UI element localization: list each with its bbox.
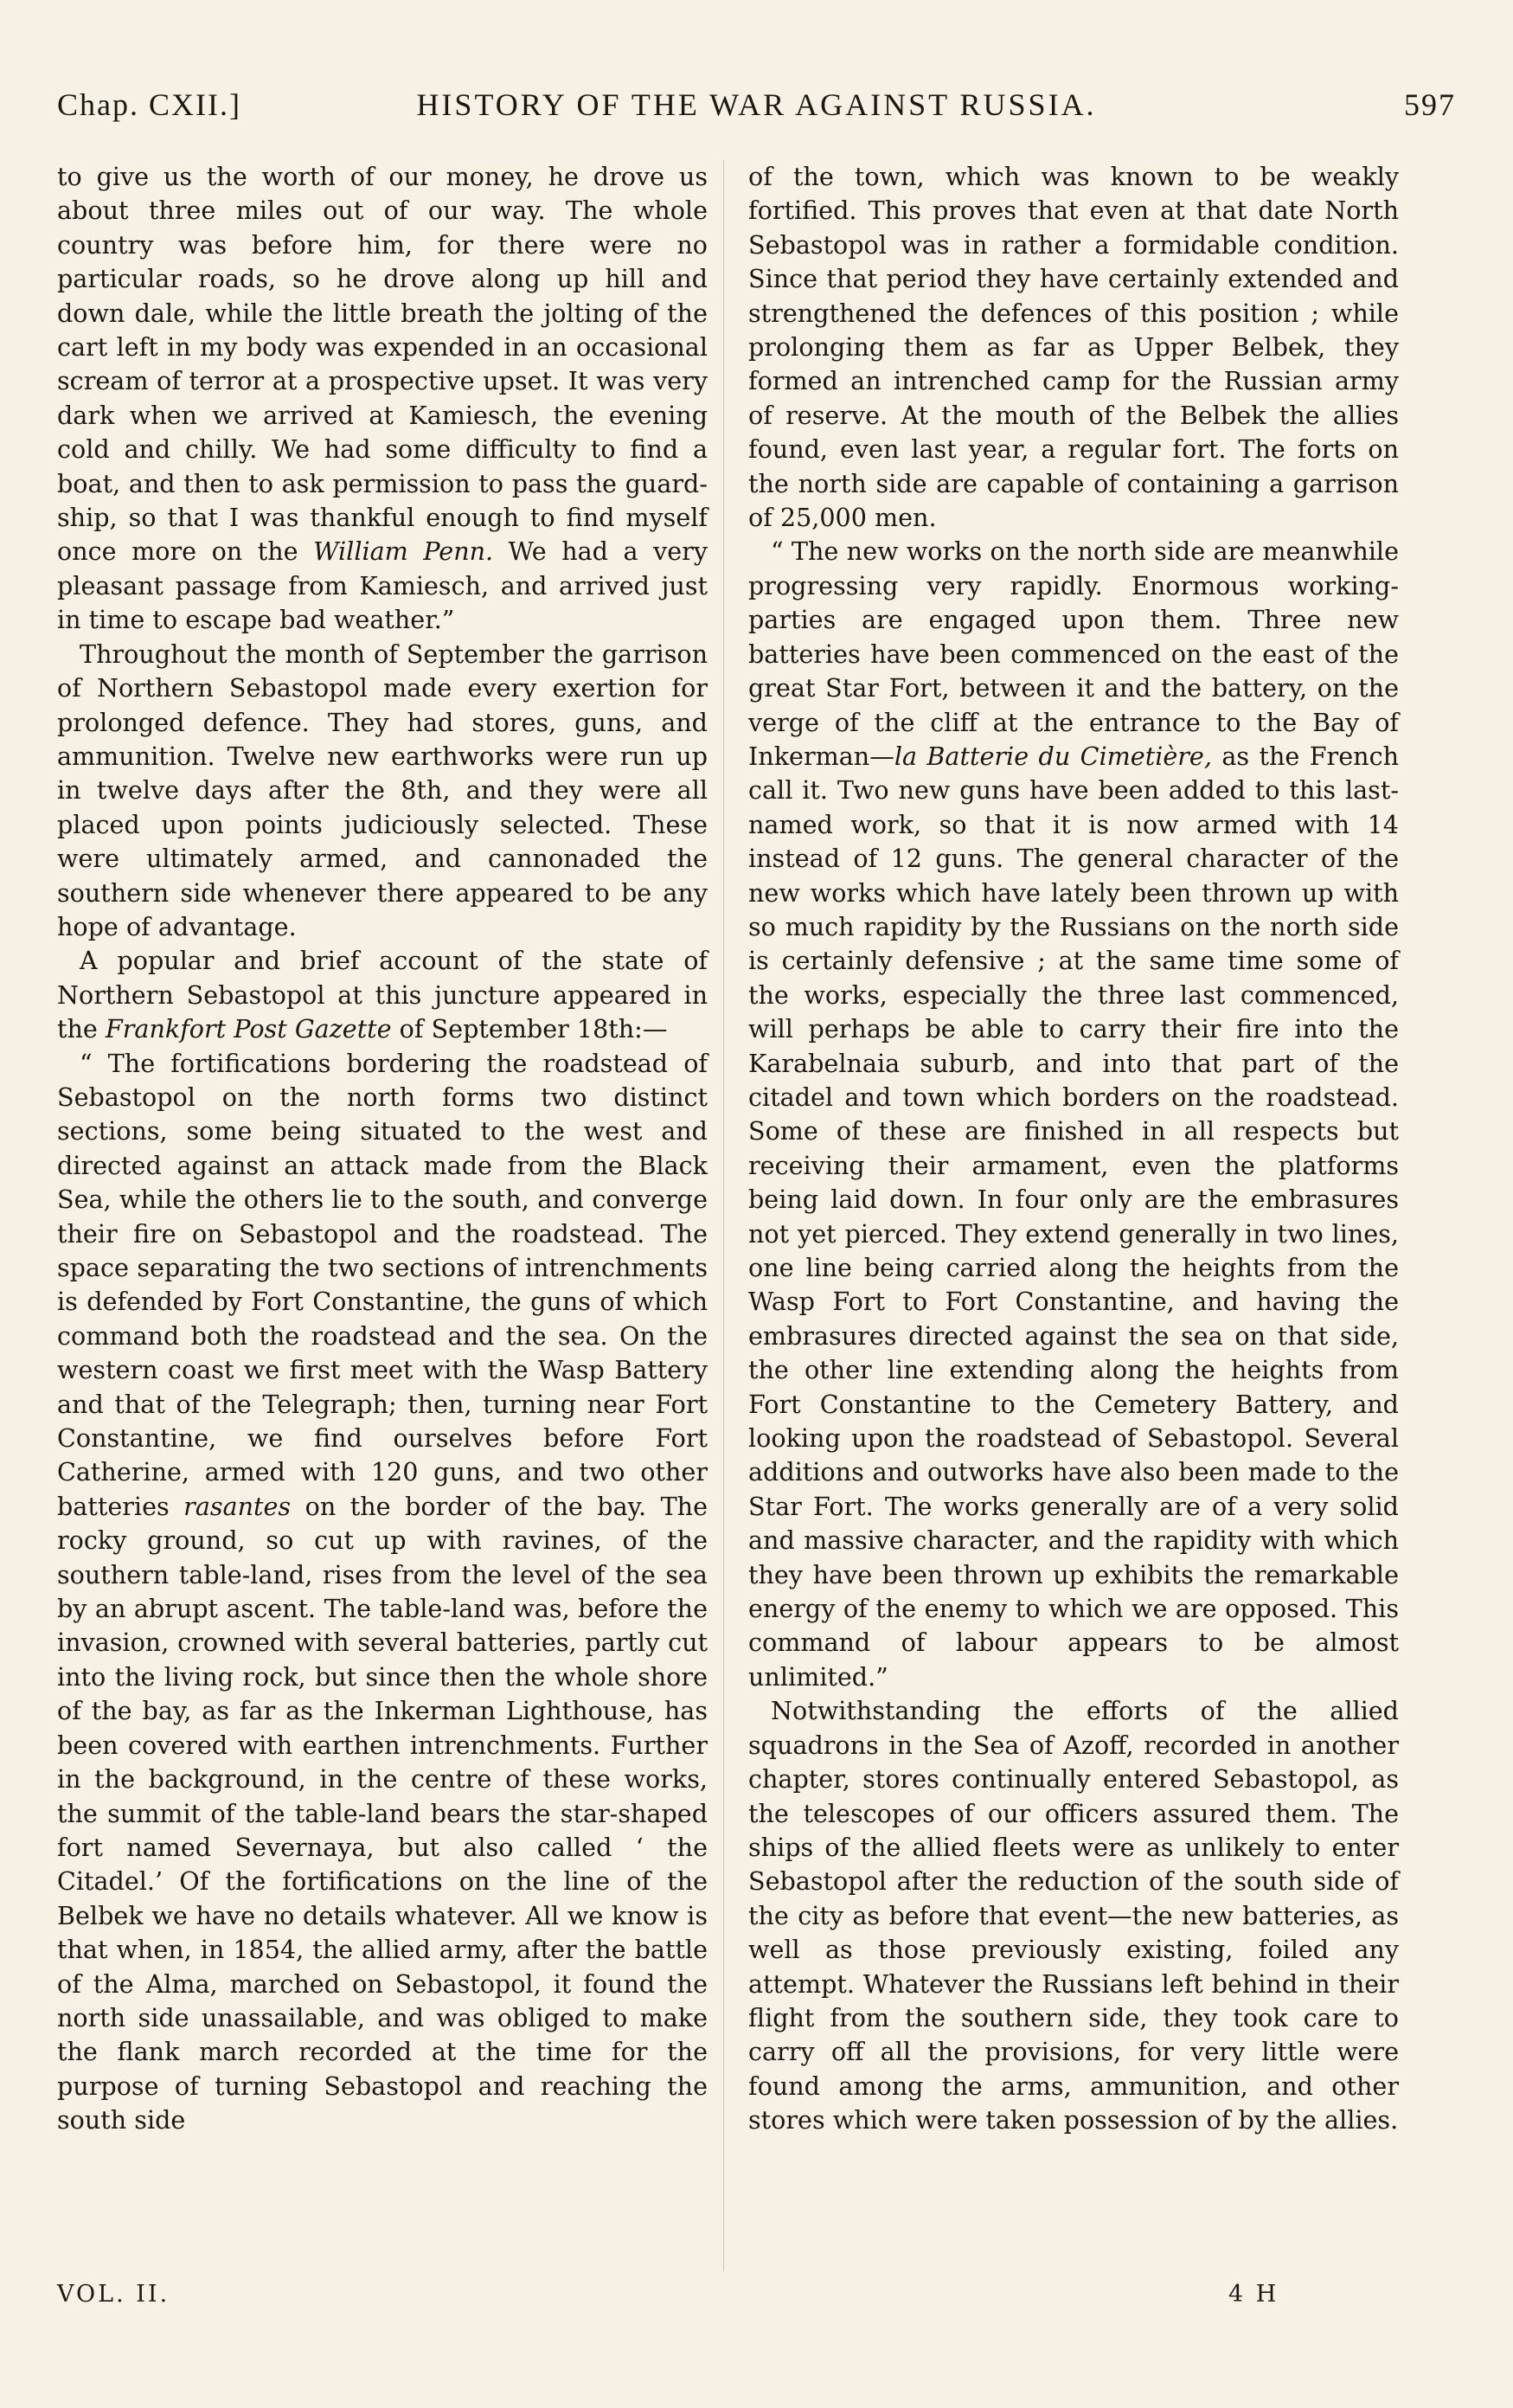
paragraph: “ The new works on the north side are meanwhile progressing very rapidly. Enormous working-parties are engaged upon them. Three new batteries have been commenced on the east of the great Star Fort, between it and the battery, on the verge of the cliff at the entrance to the Bay of Inkerman—la Batterie du Cimetière, as the French call it. Two new guns have been added to this last-named work, so that it is now armed with 14 instead of 12 guns. The general character of the new works which have lately been thrown up with so much rapidity by the Russians on the north side is certainly defensive ; at the same time some of the works, especially the three last commenced, will perhaps be able to carry their fire into the Karabelnaia suburb, and into that part of the citadel and town which borders on the roadstead. Some of these are finished in all respects but receiving their armament, even the platforms being laid down. In four only are the embrasures not yet pierced. They extend generally in two lines, one line being carried along the heights from the Wasp Fort to Fort Constantine, and having the embrasures directed against the sea on that side, the other line extending along the heights from Fort Constantine to the Cemetery Battery, and looking upon the roadstead of Sebastopol. Several additions and outworks have also been made to the Star Fort. The works generally are of a very solid and massive character, and the rapidity with which they have been thrown up exhibits the remarkable energy of the enemy to which we are opposed. This command of labour appears to be almost unlimited.” [748,536,1399,1692]
column-divider [723,160,724,2271]
paragraph: “ The fortifications bordering the roadstead of Sebastopol on the north forms two distinct sections, some being situated to the west and directed against an attack made from the Black Sea, while the others lie to the south, and converge their fire on Sebastopol and the roadstead. The space separating the two sections of intrenchments is defended by Fort Constantine, the guns of which command both the roadstead and the sea. On the western coast we first meet with the Wasp Battery and that of the Telegraph; then, turning near Fort Constantine, we find ourselves before Fort Catherine, armed with 120 guns, and two other batteries rasantes on the border of the bay. The rocky ground, so cut up with ravines, of the southern table-land, rises from the level of the sea by an abrupt ascent. The table-land was, before the invasion, crowned with several batteries, partly cut into the living rock, but since then the whole shore of the bay, as far as the Inkerman Lighthouse, has been covered with earthen intrenchments. Further in the background, in the centre of these works, the summit of the table-land bears the star-shaped fort named Severnaya, but also called ‘ the Citadel.’ Of the fortifications on the line of the Belbek we have no details whatever. All we know is that when, in 1854, the allied army, after the battle of the Alma, marched on Sebastopol, it found the north side unassailable, and was obliged to make the flank march recorded at the time for the purpose of turning Sebastopol and reaching the south side [57,1048,708,2135]
paragraph: A popular and brief account of the state of Northern Sebastopol at this juncture appeared in the Frankfort Post Gazette of September 18th:— [57,946,708,1044]
paragraph: Notwithstanding the efforts of the allied squadrons in the Sea of Azoff, recorded in another chapter, stores continually entered Sebastopol, as the telescopes of our officers assured them. The ships of the allied fleets were as unlikely to enter Sebastopol after the reduction of the south side of the city as before that event—the new batteries, as well as those previously existing, foiled any attempt. Whatever the Russians left behind in their flight from the southern side, they took care to carry off all the provisions, for very little were found among the arms, ammunition, and other stores which were taken possession of by the allies. [748,1696,1399,2135]
paragraph: Throughout the month of September the garrison of Northern Sebastopol made every exertion for prolonged defence. They had stores, guns, and ammunition. Twelve new earthworks were run up in twelve days after the 8th, and they were all placed upon points judiciously selected. These were ultimately armed, and cannonaded the southern side whenever there appeared to be any hope of advantage. [57,639,708,941]
volume-label: VOL. II. [57,2281,170,2308]
right-column [748,160,1399,2138]
signature-mark: 4 H [1228,2281,1279,2308]
paragraph: of the town, which was known to be weakly fortified. This proves that even at that date North Sebastopol was in rather a formidable condition. Since that period they have certainly extended and strengthened the defences of this position ; while prolonging them as far as Upper Belbek, they formed an intrenched camp for the Russian army of reserve. At the mouth of the Belbek the allies found, even last year, a regular fort. The forts on the north side are capable of containing a garrison of 25,000 men. [748,162,1399,533]
running-title: HISTORY OF THE WAR AGAINST RUSSIA. [416,87,1097,122]
chapter-label: Chap. CXII.] [57,87,241,122]
running-header [57,87,1456,138]
page-number: 597 [1404,87,1456,122]
paragraph: to give us the worth of our money, he drove us about three miles out of our way. The whole country was before him, for there were no particular roads, so he drove along up hill and down dale, while the little breath the jolting of the cart left in my body was expended in an occasional scream of terror at a prospective upset. It was very dark when we arrived at Kamiesch, the evening cold and chilly. We had some difficulty to find a boat, and then to ask permission to pass the guard-ship, so that I was thankful enough to find myself once more on the William Penn. We had a very pleasant passage from Kamiesch, and arrived just in time to escape bad weather.” [57,162,708,635]
left-column [57,160,708,2138]
